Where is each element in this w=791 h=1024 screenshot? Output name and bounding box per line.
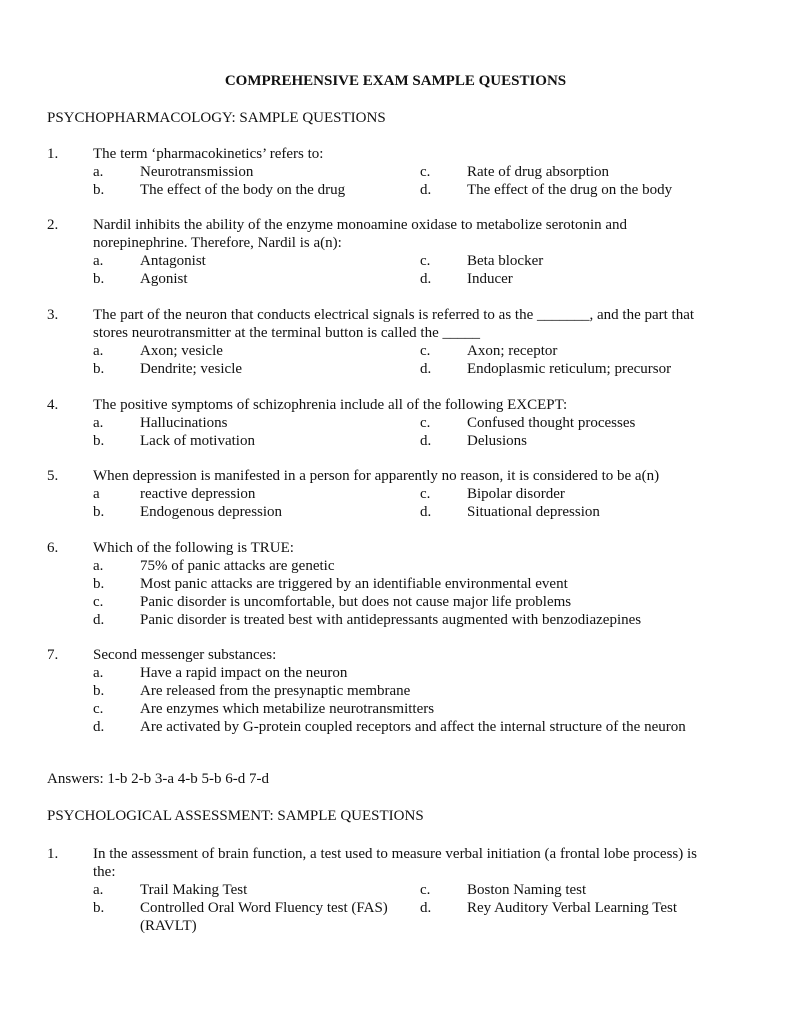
option-text: Controlled Oral Word Fluency test (FAS) (RAVLT) xyxy=(140,900,388,934)
option-text: 75% of panic attacks are genetic xyxy=(140,558,335,574)
option-text: Beta blocker xyxy=(467,253,544,269)
option-letter: b. xyxy=(93,900,105,916)
option-letter: b. xyxy=(93,182,105,198)
section-heading-psychological-assessment: PSYCHOLOGICAL ASSESSMENT: SAMPLE QUESTIONS xyxy=(47,808,424,824)
question-number: 1. xyxy=(47,846,59,862)
option-text: Lack of motivation xyxy=(140,433,255,449)
option-text: Rate of drug absorption xyxy=(467,164,610,180)
option-letter: c. xyxy=(420,164,431,180)
option-letter: d. xyxy=(420,271,432,287)
assessment-question-1 xyxy=(47,845,737,935)
question-6 xyxy=(47,539,737,629)
option-text: Have a rapid impact on the neuron xyxy=(140,665,348,681)
option-text: Endogenous depression xyxy=(140,504,283,520)
option-text: Delusions xyxy=(467,433,527,449)
option-letter: c. xyxy=(420,253,431,269)
option-letter: b. xyxy=(93,433,105,449)
option-letter: b. xyxy=(93,271,105,287)
option-letter: d. xyxy=(420,433,432,449)
question-text: Nardil inhibits the ability of the enzyme monoamine oxidase to metabolize serotonin and norepinephrine. Therefore, Nardil is a(n): xyxy=(93,217,628,251)
option-letter: a. xyxy=(93,415,104,431)
option-text: Panic disorder is treated best with antidepressants augmented with benzodiazepines xyxy=(140,612,642,628)
question-5 xyxy=(47,467,737,521)
answer-key: Answers: 1-b 2-b 3-a 4-b 5-b 6-d 7-d xyxy=(47,771,270,787)
option-text: Are released from the presynaptic membrane xyxy=(140,683,411,699)
option-letter: a xyxy=(93,486,100,502)
question-text: When depression is manifested in a person for apparently no reason, it is considered to be a(n) xyxy=(93,468,660,484)
option-letter: c. xyxy=(420,343,431,359)
option-letter: d. xyxy=(93,719,105,735)
question-number: 1. xyxy=(47,146,59,162)
option-letter: d. xyxy=(420,361,432,377)
option-text: Neurotransmission xyxy=(140,164,254,180)
option-letter: a. xyxy=(93,343,104,359)
option-letter: c. xyxy=(93,594,104,610)
option-letter: d. xyxy=(420,504,432,520)
option-text: The effect of the body on the drug xyxy=(140,182,346,198)
option-letter: d. xyxy=(93,612,105,628)
question-text: Second messenger substances: xyxy=(93,647,277,663)
question-4 xyxy=(47,396,737,450)
option-text: Confused thought processes xyxy=(467,415,636,431)
option-letter: a. xyxy=(93,665,104,681)
option-text: Are enzymes which metabilize neurotransmitters xyxy=(140,701,435,717)
question-number: 5. xyxy=(47,468,59,484)
option-text: Hallucinations xyxy=(140,415,228,431)
option-letter: d. xyxy=(420,900,432,916)
option-text: Endoplasmic reticulum; precursor xyxy=(467,361,672,377)
question-7 xyxy=(47,646,737,736)
question-text: The positive symptoms of schizophrenia include all of the following EXCEPT: xyxy=(93,397,568,413)
page-title: COMPREHENSIVE EXAM SAMPLE QUESTIONS xyxy=(224,73,567,89)
question-text: In the assessment of brain function, a test used to measure verbal initiation (a frontal lobe process) is the: xyxy=(93,846,697,880)
question-number: 6. xyxy=(47,540,59,556)
option-letter: b. xyxy=(93,504,105,520)
question-text: Which of the following is TRUE: xyxy=(93,540,294,556)
option-letter: c. xyxy=(420,415,431,431)
option-letter: c. xyxy=(93,701,104,717)
option-text: Antagonist xyxy=(140,253,206,269)
option-letter: b. xyxy=(93,576,105,592)
option-letter: a. xyxy=(93,882,104,898)
question-text: The term ‘pharmacokinetics’ refers to: xyxy=(93,146,324,162)
option-letter: a. xyxy=(93,558,104,574)
option-text: Axon; vesicle xyxy=(140,343,223,359)
question-number: 3. xyxy=(47,307,59,323)
option-letter: a. xyxy=(93,253,104,269)
option-text: Inducer xyxy=(467,271,513,287)
option-text: Panic disorder is uncomfortable, but does not cause major life problems xyxy=(140,594,572,610)
question-number: 2. xyxy=(47,217,59,233)
option-text: Axon; receptor xyxy=(467,343,558,359)
option-text: Agonist xyxy=(140,271,188,287)
option-letter: d. xyxy=(420,182,432,198)
option-text: Are activated by G-protein coupled receptors and affect the internal structure of the neuron xyxy=(140,719,686,735)
option-letter: a. xyxy=(93,164,104,180)
option-letter: c. xyxy=(420,486,431,502)
question-text: The part of the neuron that conducts electrical signals is referred to as the _______, and the part that stores neurotransmitter at the terminal button is called the _____ xyxy=(93,307,695,341)
option-letter: b. xyxy=(93,683,105,699)
section-heading-psychopharmacology: PSYCHOPHARMACOLOGY: SAMPLE QUESTIONS xyxy=(47,110,386,126)
question-number: 4. xyxy=(47,397,59,413)
option-text: Bipolar disorder xyxy=(467,486,565,502)
option-text: Most panic attacks are triggered by an identifiable environmental event xyxy=(140,576,568,592)
question-3 xyxy=(47,306,737,378)
option-text: Dendrite; vesicle xyxy=(140,361,243,377)
option-letter: c. xyxy=(420,882,431,898)
option-text: Boston Naming test xyxy=(467,882,587,898)
question-1 xyxy=(47,145,737,199)
option-text: The effect of the drug on the body xyxy=(467,182,673,198)
option-text: reactive depression xyxy=(140,486,256,502)
question-2 xyxy=(47,216,737,288)
option-letter: b. xyxy=(93,361,105,377)
option-text: Trail Making Test xyxy=(140,882,248,898)
question-number: 7. xyxy=(47,647,59,663)
option-text: Situational depression xyxy=(467,504,600,520)
option-text: Rey Auditory Verbal Learning Test xyxy=(467,900,678,916)
